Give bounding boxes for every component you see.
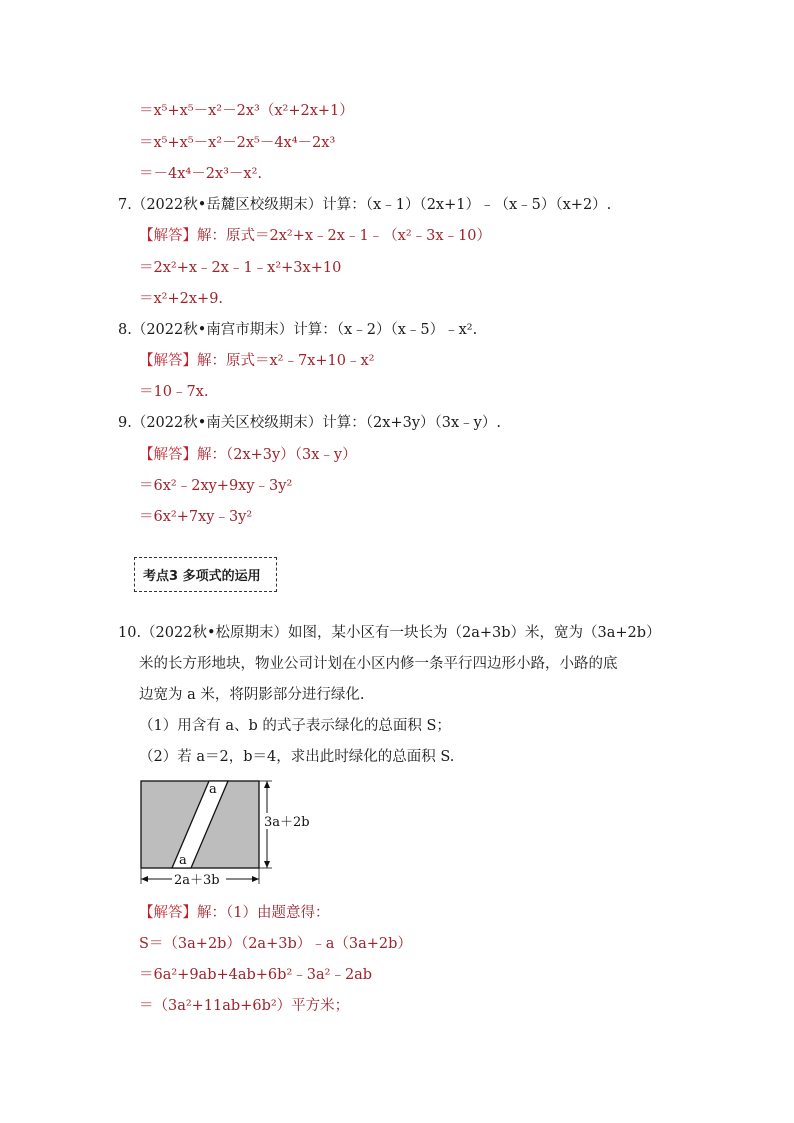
- question-10-line-2: 米的长方形地块，物业公司计划在小区内修一条平行四边形小路，小路的底: [139, 656, 618, 672]
- answer-10-line-3: ＝6a²+9ab+4ab+6b²﹣3a²﹣2ab: [139, 967, 373, 983]
- height-arrow-bottom: [264, 861, 270, 868]
- question-8: 8.（2022秋•南宫市期末）计算：（x﹣2）（x﹣5）﹣x².: [118, 322, 478, 338]
- width-arrow-left: [141, 876, 148, 882]
- expr-line-1: ＝x⁵+x⁵－x²－2x³（x²+2x+1）: [139, 103, 354, 119]
- answer-7-line-1: [139, 226, 491, 246]
- answer-text: 解：原式＝x²﹣7x+10﹣x²: [197, 353, 375, 369]
- answer-10-line-4: ＝（3a²+11ab+6b²）平方米；: [139, 998, 350, 1014]
- answer-7-line-2: ＝2x²+x﹣2x﹣1﹣x²+3x+10: [139, 260, 342, 276]
- answer-10-line-1: [139, 903, 329, 923]
- answer-8-line-2: ＝10﹣7x.: [139, 384, 209, 400]
- figure-label-bottom: a: [179, 853, 187, 868]
- question-10-line-4: （1）用含有 a、b 的式子表示绿化的总面积 S；: [139, 718, 451, 734]
- answer-7-line-3: ＝x²+2x+9.: [139, 291, 224, 307]
- figure-label-height: 3a＋2b: [264, 815, 310, 830]
- question-9: 9.（2022秋•南关区校级期末）计算：（2x+3y）（3x﹣y）.: [118, 415, 501, 431]
- question-10-line-1: 10.（2022秋•松原期末）如图，某小区有一块长为（2a+3b）米，宽为（3a+2b）: [118, 625, 661, 641]
- figure-label-top: a: [209, 782, 217, 797]
- expr-line-2: ＝x⁵+x⁵－x²－2x⁵－4x⁴－2x³: [139, 135, 336, 151]
- answer-text: 解：（2x+3y）（3x﹣y）: [197, 447, 357, 463]
- answer-tag: 【解答】: [139, 353, 197, 369]
- figure-label-width: 2a＋3b: [174, 873, 220, 888]
- answer-9-line-1: [139, 445, 357, 465]
- expr-line-3: ＝－4x⁴－2x³－x².: [139, 166, 263, 182]
- section-box: 考点3 多项式的运用: [134, 557, 277, 592]
- answer-9-line-2: ＝6x²﹣2xy+9xy﹣3y²: [139, 478, 293, 494]
- question-10-line-5: （2）若 a＝2，b＝4，求出此时绿化的总面积 S.: [139, 749, 455, 765]
- rectangle-figure: [136, 778, 326, 890]
- question-10-line-3: 边宽为 a 米，将阴影部分进行绿化.: [139, 687, 365, 703]
- answer-tag: 【解答】: [139, 447, 197, 463]
- answer-tag: 【解答】: [139, 905, 197, 921]
- answer-8-line-1: [139, 351, 374, 371]
- answer-text: 解：（1）由题意得：: [197, 905, 330, 921]
- answer-tag: 【解答】: [139, 228, 197, 244]
- height-arrow-top: [264, 781, 270, 788]
- answer-9-line-3: ＝6x²+7xy﹣3y²: [139, 509, 253, 525]
- width-arrow-right: [252, 876, 259, 882]
- answer-text: 解：原式＝2x²+x﹣2x﹣1﹣（x²﹣3x﹣10）: [197, 228, 492, 244]
- answer-10-line-2: S＝（3a+2b）（2a+3b）﹣a（3a+2b）: [139, 936, 412, 952]
- question-7: 7.（2022秋•岳麓区校级期末）计算：（x﹣1）（2x+1）﹣（x﹣5）（x+2）.: [118, 197, 612, 213]
